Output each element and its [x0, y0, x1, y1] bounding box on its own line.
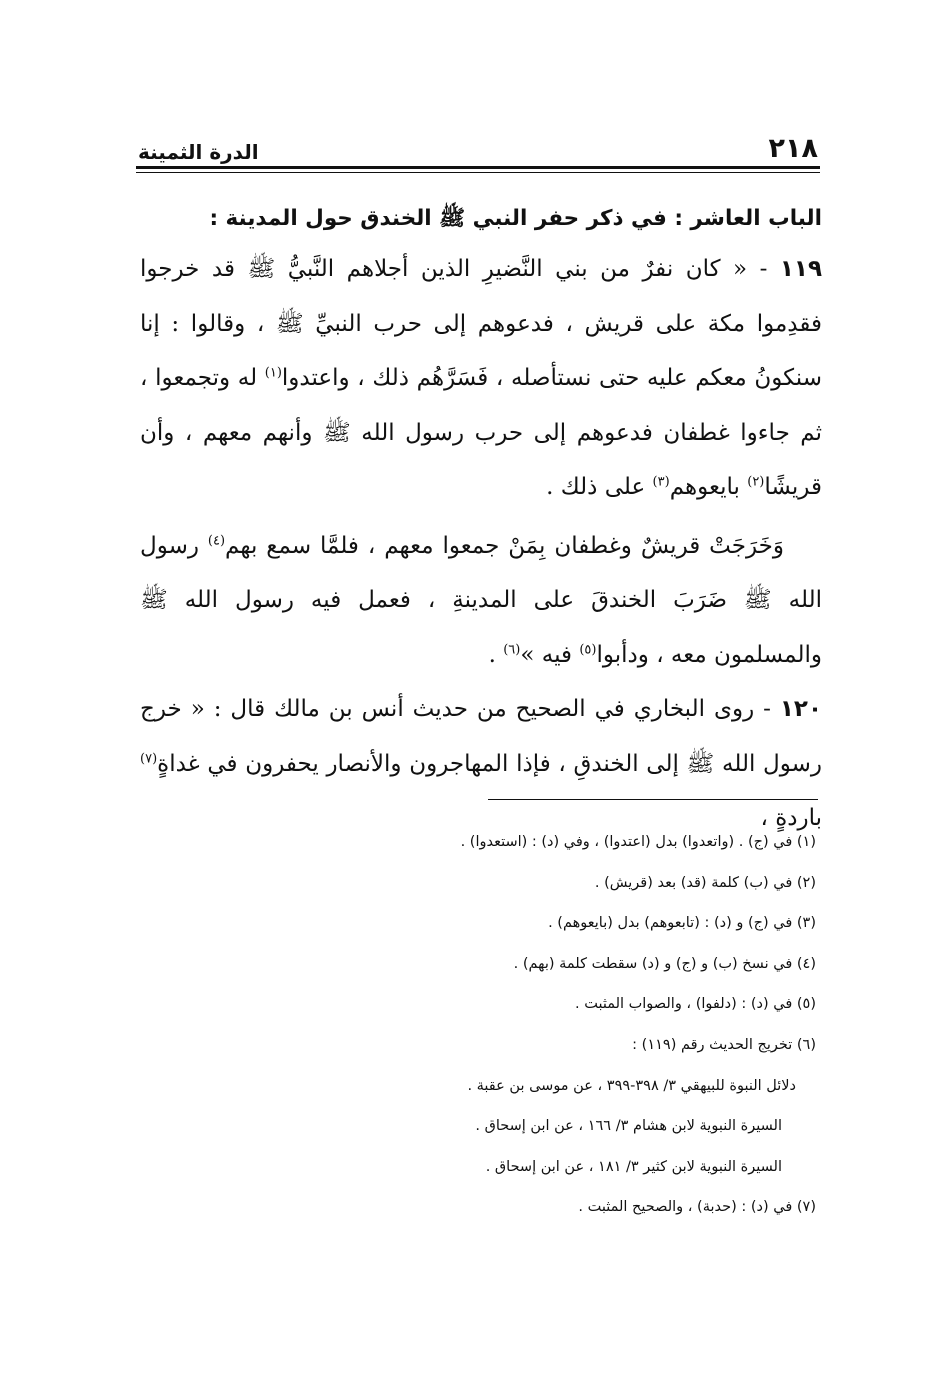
footnote-ref: (٢)	[747, 474, 765, 490]
running-header	[138, 124, 818, 164]
footnote-ref: (٧)	[140, 750, 158, 766]
footnote-2: (٢) في (ب) كلمة (قد) بعد (قريش) .	[594, 874, 816, 891]
hadith-text: رسول الله ﷺ ضَرَبَ الخندقَ على المدينةِ ، فعمل فيه رسول الله ﷺ والمسلمون معه ، ودأبوا	[140, 532, 822, 668]
hadith-119-continuation	[140, 519, 822, 683]
footnote-ref: (١)	[264, 365, 282, 381]
footnote-ref: (٦)	[503, 641, 521, 657]
footnote-3: (٣) في (ج) و (د) : (تابعوهم) بدل (بايعوهم) .	[548, 915, 816, 932]
footnote-6-source-3: السيرة النبوية لابن كثير ٣/ ١٨١ ، عن ابن إسحاق .	[485, 1158, 782, 1175]
hadith-text: باردةٍ ،	[760, 805, 822, 831]
footnote-7: (٧) في (د) : (حدبة) ، والصحيح المثبت .	[578, 1199, 816, 1216]
page-number: ٢١٨	[768, 133, 818, 164]
footnote-6-source-2: السيرة النبوية لابن هشام ٣/ ١٦٦ ، عن ابن إسحاق .	[475, 1118, 782, 1135]
main-text	[140, 196, 822, 846]
footnote-ref: (٣)	[652, 474, 670, 490]
footnote-ref: (٥)	[579, 641, 597, 657]
header-rule-thin	[136, 172, 820, 173]
hadith-119-paragraph	[140, 242, 822, 515]
hadith-text: وَخَرَجَتْ قريشٌ وغطفان بِمَنْ جمعوا معهم ، فلمَّا سمع بهم	[225, 532, 784, 559]
hadith-number: ١٢٠	[779, 696, 822, 722]
hadith-text: - « كان نفرٌ من بني النَّضيرِ الذين أجلاهم النَّبيُّ ﷺ قد خرجوا فقدِموا مكة على قريش ، فدعوهم إلى حرب النبيِّ ﷺ ، وقالوا : إنا سنكونُ معكم عليه حتى نستأصله ، فَسَرَّهُم ذلك ، واعتدوا	[140, 256, 823, 391]
footnote-5: (٥) في (د) : (دلفوا) ، والصواب المثبت .	[574, 996, 816, 1013]
header-rule-thick	[136, 166, 820, 169]
hadith-text: بايعوهم	[669, 474, 748, 500]
book-title: الدرة الثمينة	[138, 140, 259, 164]
footnote-1: (١) في (ج) . (واتعدوا) بدل (اعتدوا) ، وفي (د) : (استعدوا) .	[460, 834, 816, 850]
hadith-number: ١١٩	[779, 256, 822, 282]
hadith-120-paragraph	[140, 682, 822, 846]
hadith-text: .	[488, 641, 504, 668]
footnote-ref: (٤)	[207, 532, 226, 548]
hadith-text: - روى البخاري في الصحيح من حديث أنس بن مالك قال : « خرج رسول الله ﷺ إلى الخندقِ ، فإذا المهاجرون والأنصار يحفرون في غداةٍ	[140, 696, 822, 777]
footnote-6-source-1: دلائل النبوة للبيهقي ٣/ ٣٩٨-٣٩٩ ، عن موسى بن عقبة .	[467, 1077, 796, 1094]
chapter-heading: الباب العاشر : في ذكر حفر النبي ﷺ الخندق حول المدينة :	[209, 206, 822, 231]
footnote-4: (٤) في نسخ (ب) و (ج) و (د) سقطت كلمة (بهم) .	[513, 955, 816, 972]
hadith-text: له وتجمعوا ، ثم جاءوا غطفان فدعوهم إلى حرب رسول الله ﷺ وأنهم معهم ، وأن قريشًا	[140, 365, 822, 500]
footnote-6: (٦) تخريج الحديث رقم (١١٩) :	[632, 1036, 816, 1053]
hadith-text: على ذلك .	[546, 474, 653, 500]
footnote-separator	[488, 799, 818, 800]
footnotes-list	[316, 822, 816, 1228]
hadith-text: فيه »	[520, 641, 580, 668]
